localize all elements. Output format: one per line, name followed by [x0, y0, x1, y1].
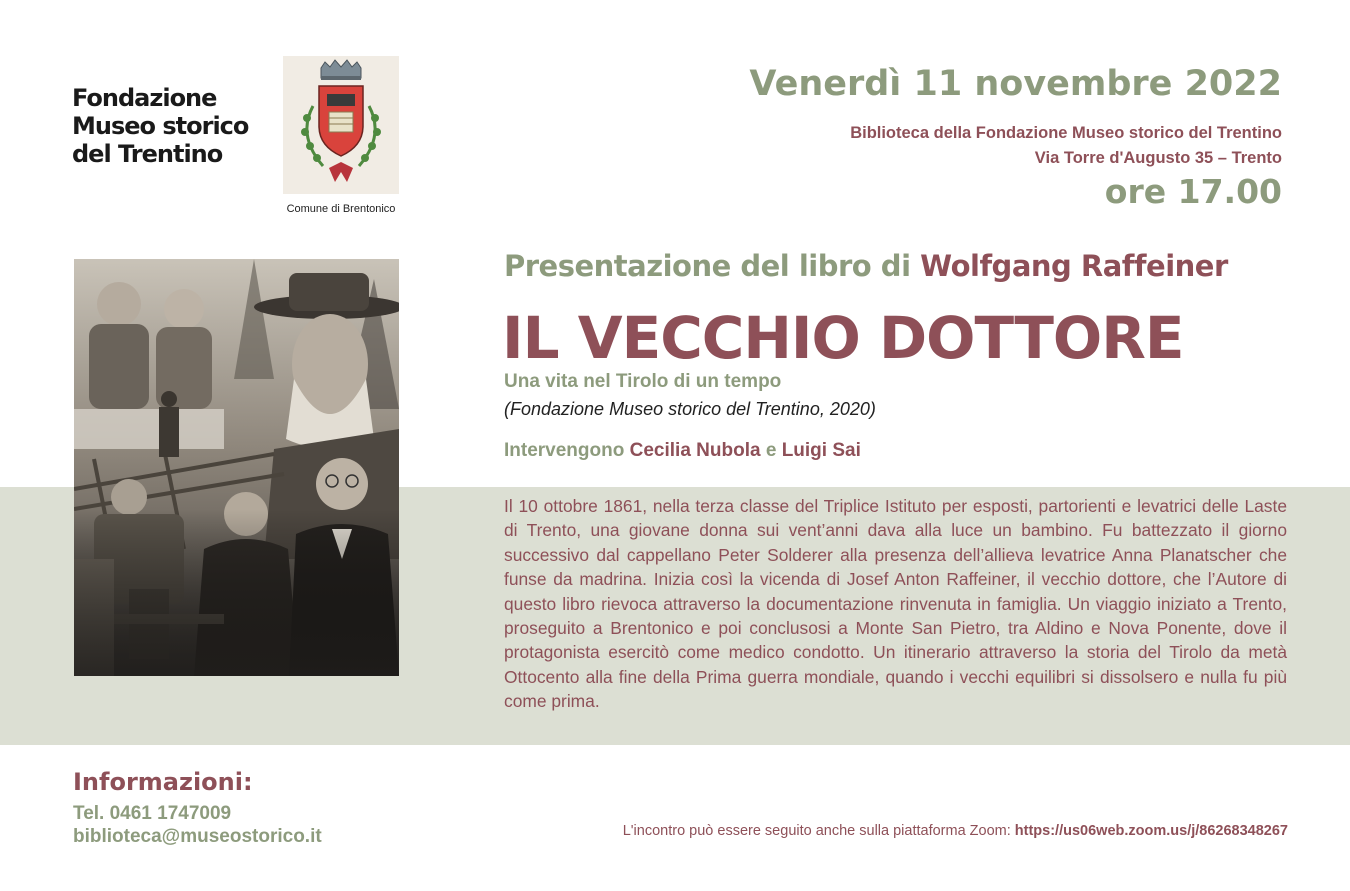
speakers-conjunction: e — [765, 440, 777, 461]
info-email[interactable]: biblioteca@museostorico.it — [73, 826, 322, 847]
info-phone: Tel. 0461 1747009 — [73, 803, 232, 824]
zoom-notice — [623, 823, 1288, 839]
organization-logo-text — [72, 84, 248, 168]
organization-name-line3: del Trentino — [72, 140, 223, 168]
venue-line1: Biblioteca della Fondazione Museo storico del Trentino — [850, 124, 1282, 142]
presentation-prefix: Presentazione del libro di — [504, 249, 911, 283]
venue-line2: Via Torre d'Augusto 35 – Trento — [1034, 149, 1282, 167]
zoom-link[interactable]: https://us06web.zoom.us/j/86268348267 — [1014, 823, 1288, 839]
crest-emblem-icon — [283, 56, 399, 194]
crest-caption: Comune di Brentonico — [286, 203, 396, 215]
historical-photo-collage — [74, 259, 399, 676]
organization-name-line2: Museo storico — [72, 112, 249, 140]
municipality-crest — [283, 56, 399, 194]
book-author: Wolfgang Raffeiner — [920, 249, 1228, 283]
presentation-heading — [504, 249, 1228, 283]
zoom-text: L'incontro può essere seguito anche sulla piattaforma Zoom: — [622, 823, 1011, 839]
event-venue — [850, 121, 1282, 171]
info-heading: Informazioni: — [73, 768, 253, 796]
book-subtitle: Una vita nel Tirolo di un tempo — [504, 371, 782, 392]
speaker-name-2: Luigi Sai — [781, 440, 861, 461]
photo-collage-image — [74, 259, 399, 676]
speakers-line — [504, 440, 861, 462]
book-publisher: (Fondazione Museo storico del Trentino, 2020) — [504, 399, 876, 419]
book-title: IL VECCHIO DOTTORE — [502, 304, 1184, 372]
event-time: ore 17.00 — [1104, 172, 1282, 211]
event-date: Venerdì 11 novembre 2022 — [749, 64, 1282, 104]
speaker-name-1: Cecilia Nubola — [629, 440, 761, 461]
book-description: Il 10 ottobre 1861, nella terza classe del Triplice Istituto per esposti, partorienti e levatrici delle Laste di Trento, una giovane donna sui vent’anni dava alla luce un bambino. Fu battezzato il giorno successivo dal cappellano Peter Solderer alla presenza dell’allieva levatrice Anna Planatscher che funse da madrina. Inizia così la vicenda di Josef Anton Raffeiner, il vecchio dottore, che l’Autore di questo libro rievoca attraverso la documentazione rinvenuta in famiglia. Un viaggio iniziato a Trento, proseguito a Brentonico e poi conclusosi a Monte San Pietro, tra Aldino e Nova Ponente, dove il protagonista esercitò come medico condotto. Un itinerario attraverso la storia del Tirolo da metà Ottocento alla fine della Prima guerra mondiale, quando i vecchi equilibri si dissolsero e nulla fu più come prima. — [504, 496, 1287, 712]
speakers-label: Intervengono — [504, 440, 625, 461]
organization-name-line1: Fondazione — [72, 84, 217, 112]
